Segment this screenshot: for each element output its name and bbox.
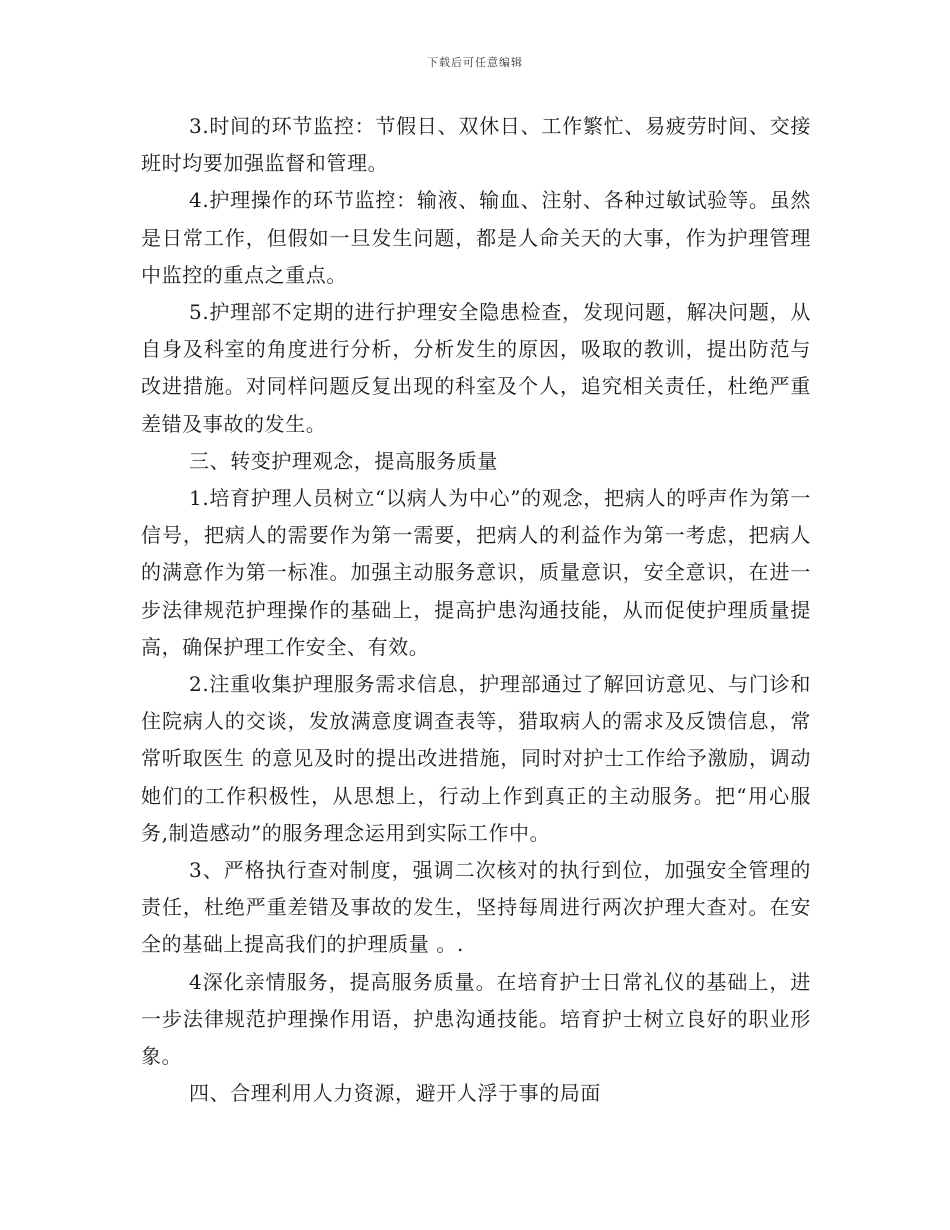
paragraph-care-service: 4深化亲情服务，提高服务质量。在培育护士日常礼仪的基础上，进一步法律规范护理操作用语，护患沟通技能。培育护士树立良好的职业形象。 bbox=[141, 969, 811, 1069]
page-header: 下载后可任意编辑 bbox=[427, 56, 523, 69]
paragraph-time-monitoring: 3.时间的环节监控：节假日、双休日、工作繁忙、易疲劳时间、交接班时均要加强监督和管理。 bbox=[141, 114, 811, 176]
section-heading-3: 三、转变护理观念，提高服务质量 bbox=[189, 448, 498, 473]
paragraph-service-feedback: 2.注重收集护理服务需求信息，护理部通过了解回访意见、与门诊和住院病人的交谈，发放满意度调查表等，猎取病人的需求及反馈信息，常常听取医生 的意见及时的提出改进措施，同时对护士工作给予激励，调动她们的工作积极性，从思想上，行动上作到真正的主动服务。把“用心服务,制造感动”的服务理念运用到实际工作中。 bbox=[141, 672, 811, 845]
paragraph-checking-system: 3、严格执行查对制度，强调二次核对的执行到位，加强安全管理的责任，杜绝严重差错及事故的发生，坚持每周进行两次护理大查对。在安全的基础上提高我们的护理质量 。. bbox=[141, 858, 811, 957]
document-body bbox=[141, 108, 811, 1112]
section-heading-4: 四、合理利用人力资源，避开人浮于事的局面 bbox=[189, 1081, 601, 1106]
paragraph-patient-centered: 1.培育护理人员树立“以病人为中心”的观念，把病人的呼声作为第一信号，把病人的需要作为第一需要，把病人的利益作为第一考虑，把病人的满意作为第一标准。加强主动服务意识，质量意识，安全意识，在进一步法律规范护理操作的基础上，提高护患沟通技能，从而促使护理质量提高，确保护理工作安全、有效。 bbox=[141, 486, 811, 659]
paragraph-safety-inspection: 5.护理部不定期的进行护理安全隐患检查，发现问题，解决问题，从自身及科室的角度进行分析，分析发生的原因，吸取的教训，提出防范与改进措施。对同样问题反复出现的科室及个人，追究相关责任，杜绝严重差错及事故的发生。 bbox=[141, 300, 811, 436]
paragraph-operation-monitoring: 4.护理操作的环节监控：输液、输血、注射、各种过敏试验等。虽然是日常工作，但假如一旦发生问题，都是人命关天的大事，作为护理管理中监控的重点之重点。 bbox=[141, 188, 811, 287]
